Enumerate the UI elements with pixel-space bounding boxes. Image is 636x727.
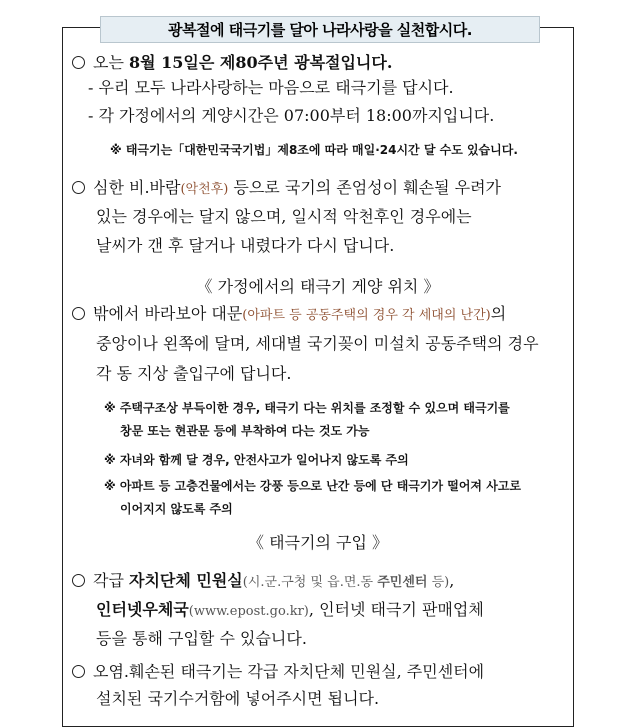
note-flag-law: ※ 태극기는「대한민국국기법」제8조에 따라 매일·24시간 달 수도 있습니다.: [110, 143, 518, 157]
bullet-bad-weather: 심한 비.바람(악천후) 등으로 국기의 존엄성이 훼손될 우려가: [72, 178, 501, 200]
paragraph-line: 중앙이나 왼쪽에 달며, 세대별 국기꽂이 미설치 공동주택의 경우: [96, 334, 539, 353]
circle-bullet-icon: [72, 665, 85, 678]
section-heading-location: 《 가정에서의 태극기 게양 위치 》: [196, 277, 440, 296]
circle-bullet-icon: [72, 56, 85, 69]
circle-bullet-icon: [72, 574, 85, 587]
epost-url: (www.epost.go.kr): [188, 604, 309, 619]
note-line: ※ 주택구조상 부득이한 경우, 태극기 다는 위치를 조정할 수 있으며 태극기를: [104, 401, 510, 415]
detail-line: - 우리 모두 나라사랑하는 마음으로 태극기를 답시다.: [88, 78, 454, 97]
paragraph-line: 등을 통해 구입할 수 있습니다.: [96, 629, 307, 648]
note-line: ※ 아파트 등 고층건물에서는 강풍 등으로 난간 등에 단 태극기가 떨어져 사고로: [104, 479, 521, 493]
paragraph-line: 각 동 지상 출입구에 답니다.: [96, 364, 292, 383]
circle-bullet-icon: [72, 307, 85, 320]
section-heading-purchase: 《 태극기의 구입 》: [248, 533, 388, 552]
paragraph-line: 있는 경우에는 달지 않으며, 일시적 악천후인 경우에는: [96, 207, 472, 226]
bullet-purchase: 각급 자치단체 민원실(시.군.구청 및 읍.면.동 주민센터 등),: [72, 571, 454, 593]
note-line: ※ 자녀와 함께 달 경우, 안전사고가 일어나지 않도록 주의: [104, 453, 409, 467]
paragraph-line: 날씨가 갠 후 달거나 내렸다가 다시 답니다.: [96, 236, 395, 255]
page-title: 광복절에 태극기를 달아 나라사랑을 실천합시다.: [100, 16, 540, 43]
bullet-disposal: 오염.훼손된 태극기는 각급 자치단체 민원실, 주민센터에: [72, 662, 484, 682]
bullet-flag-location: 밖에서 바라보아 대문(아파트 등 공동주택의 경우 각 세대의 난간)의: [72, 304, 506, 326]
circle-bullet-icon: [72, 181, 85, 194]
note-line: 창문 또는 현관문 등에 부착하여 다는 것도 가능: [120, 424, 370, 438]
note-line: 이어지지 않도록 주의: [120, 502, 233, 516]
bullet-national-liberation-day: 오는 8월 15일은 제80주년 광복절입니다.: [72, 53, 392, 73]
paragraph-line: 인터넷우체국(www.epost.go.kr), 인터넷 태극기 판매업체: [96, 600, 484, 619]
paragraph-line: 설치된 국기수거함에 넣어주시면 됩니다.: [96, 689, 380, 708]
detail-line: - 각 가정에서의 게양시간은 07:00부터 18:00까지입니다.: [88, 106, 495, 125]
